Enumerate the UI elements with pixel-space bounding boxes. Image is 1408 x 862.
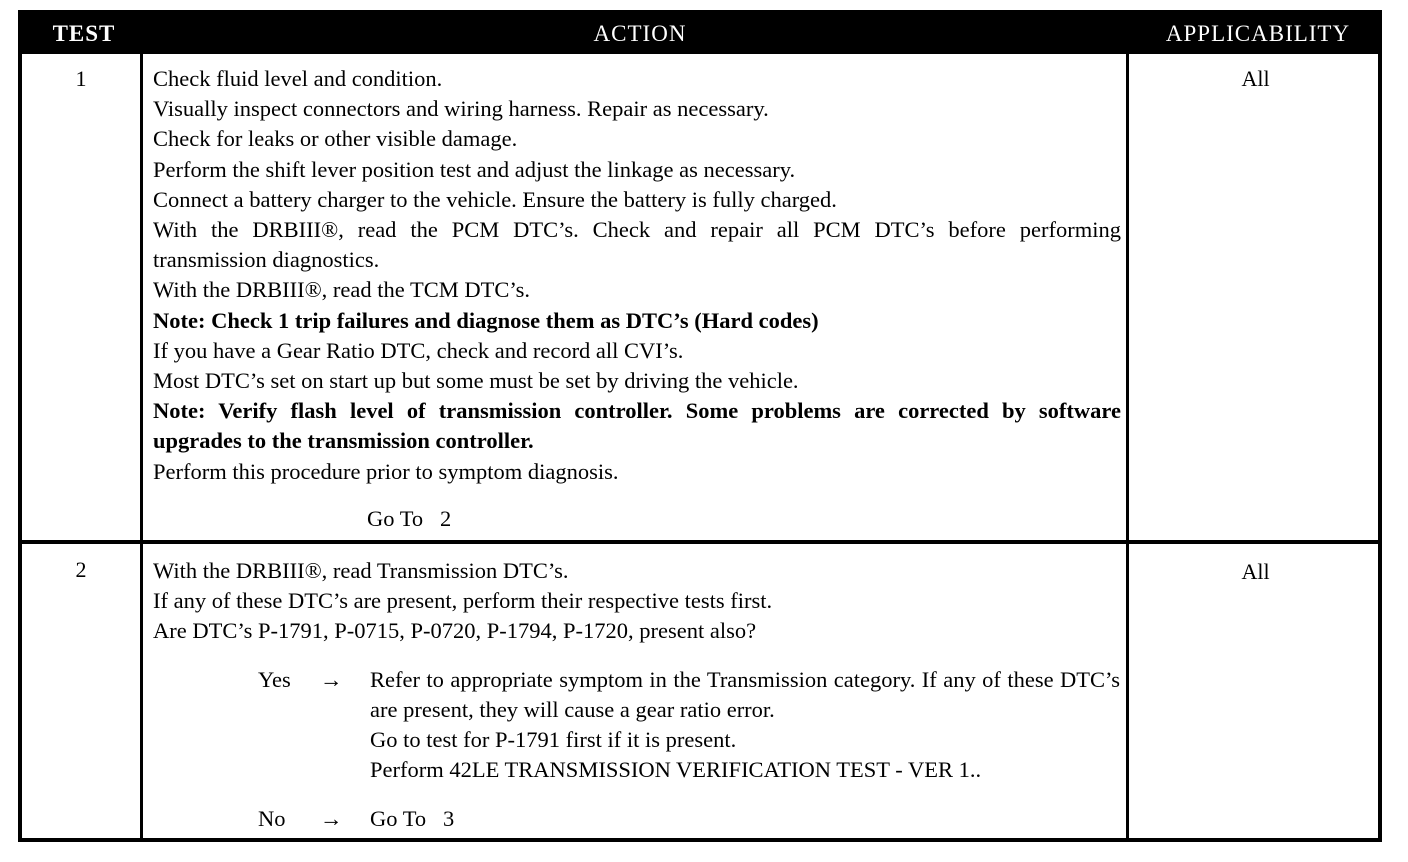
row-1-action (153, 64, 1121, 487)
action-line: Connect a battery charger to the vehicle. Ensure the battery is fully charged. (153, 186, 837, 212)
yes-label: Yes (258, 667, 291, 692)
action-line: Are DTC’s P-1791, P-0715, P-0720, P-1794, P-1720, present also? (153, 618, 757, 644)
row-2-applicability: All (1241, 559, 1270, 584)
action-line: With the DRBIII®, read the PCM DTC’s. Check and repair all PCM DTC’s before performing transmission diagnostics. (153, 217, 1121, 273)
action-line: With the DRBIII®, read Transmission DTC’s. (153, 558, 569, 583)
column-divider-test (140, 54, 143, 838)
action-line: Visually inspect connectors and wiring harness. Repair as necessary. (153, 96, 769, 122)
row-2-test-number: 2 (75, 557, 87, 582)
note-line: Note: Verify flash level of transmission controller. Some problems are corrected by software upgrades to the transmission controller. (153, 398, 1121, 454)
header-action: ACTION (593, 21, 687, 46)
yes-arrow-icon: → (320, 667, 343, 692)
action-line: With the DRBIII®, read the TCM DTC’s. (153, 277, 530, 303)
row-1-test-number: 1 (75, 66, 87, 91)
column-divider-applicability (1126, 54, 1129, 838)
action-line: Check fluid level and condition. (153, 66, 443, 91)
note-line: Note: Check 1 trip failures and diagnose them as DTC’s (Hard codes) (153, 307, 819, 333)
no-arrow-icon: → (320, 806, 343, 831)
row-divider (22, 540, 1378, 544)
no-text: Go To 3 (370, 806, 455, 831)
row-2-action (153, 556, 1121, 647)
table-header (22, 14, 1378, 54)
action-line: Perform this procedure prior to symptom diagnosis. (153, 458, 619, 484)
action-line: Most DTC’s set on start up but some must be set by driving the vehicle. (153, 368, 799, 394)
row-1-goto: Go To 2 (367, 506, 452, 531)
yes-answer (258, 665, 1120, 795)
no-answer (258, 804, 658, 836)
no-label: No (258, 806, 286, 831)
action-line: Check for leaks or other visible damage. (153, 126, 518, 152)
yes-text-line: Perform 42LE TRANSMISSION VERIFICATION TEST - VER 1.. (370, 757, 982, 782)
diagnostic-table (18, 10, 1382, 842)
row-1-applicability: All (1241, 66, 1270, 91)
yes-text (370, 665, 1120, 785)
header-test: TEST (52, 21, 116, 46)
action-line: If you have a Gear Ratio DTC, check and record all CVI’s. (153, 337, 684, 363)
yes-text-line: Go to test for P-1791 first if it is present. (370, 727, 737, 752)
action-line: If any of these DTC’s are present, perform their respective tests first. (153, 588, 773, 614)
yes-text-line: Refer to appropriate symptom in the Transmission category. If any of these DTC’s are present, they will cause a gear ratio error. (370, 667, 1120, 722)
action-line: Perform the shift lever position test and adjust the linkage as necessary. (153, 156, 796, 182)
header-applicability: APPLICABILITY (1165, 21, 1351, 46)
